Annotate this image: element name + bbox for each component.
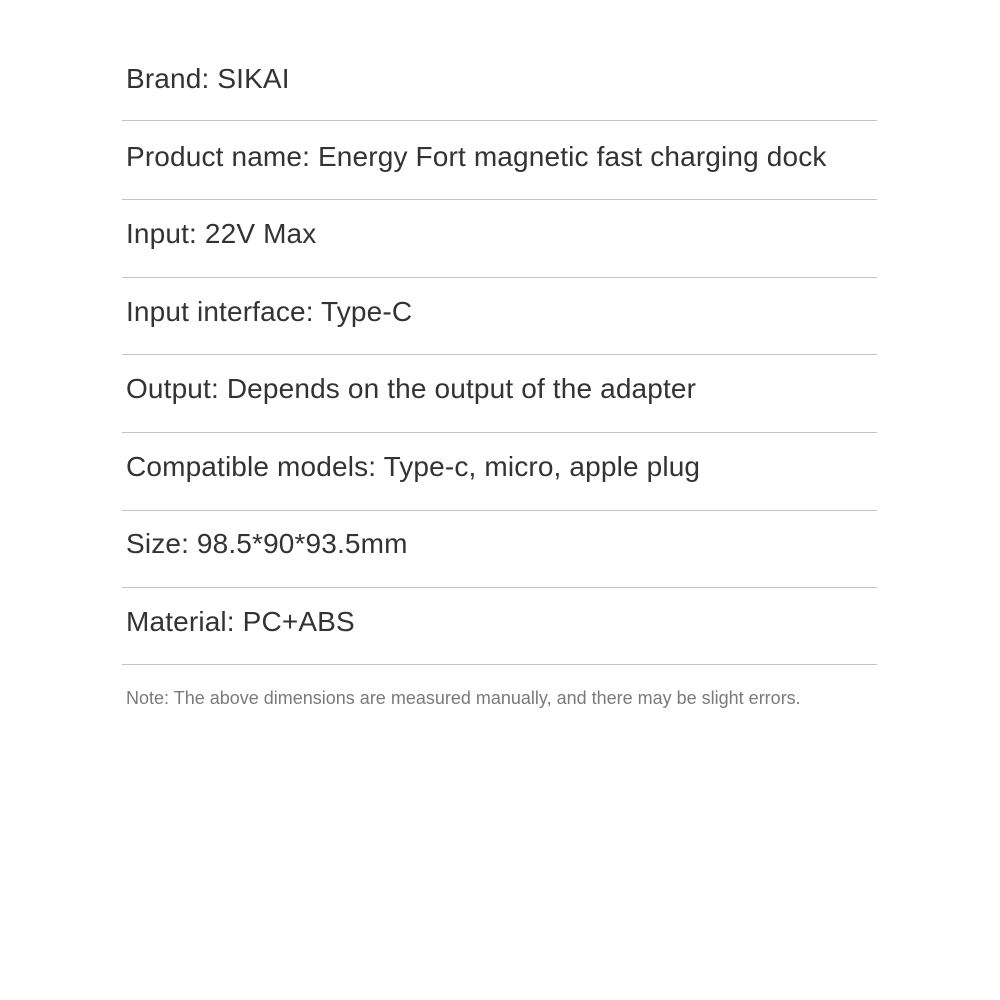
divider — [122, 277, 877, 278]
divider — [122, 354, 877, 355]
divider — [122, 587, 877, 588]
spec-output: Output: Depends on the output of the adapter — [126, 373, 697, 404]
spec-material: Material: PC+ABS — [126, 606, 355, 637]
spec-brand: Brand: SIKAI — [126, 63, 290, 94]
divider — [122, 120, 877, 121]
measurement-note: Note: The above dimensions are measured manually, and there may be slight errors. — [126, 688, 801, 708]
spec-compatible-models: Compatible models: Type-c, micro, apple plug — [126, 451, 701, 482]
spec-input-interface: Input interface: Type-C — [126, 296, 413, 327]
spec-input: Input: 22V Max — [126, 218, 317, 249]
divider — [122, 510, 877, 511]
spec-size: Size: 98.5*90*93.5mm — [126, 528, 408, 559]
divider — [122, 664, 877, 665]
divider — [122, 432, 877, 433]
divider — [122, 199, 877, 200]
spec-product-name: Product name: Energy Fort magnetic fast charging dock — [126, 141, 827, 172]
